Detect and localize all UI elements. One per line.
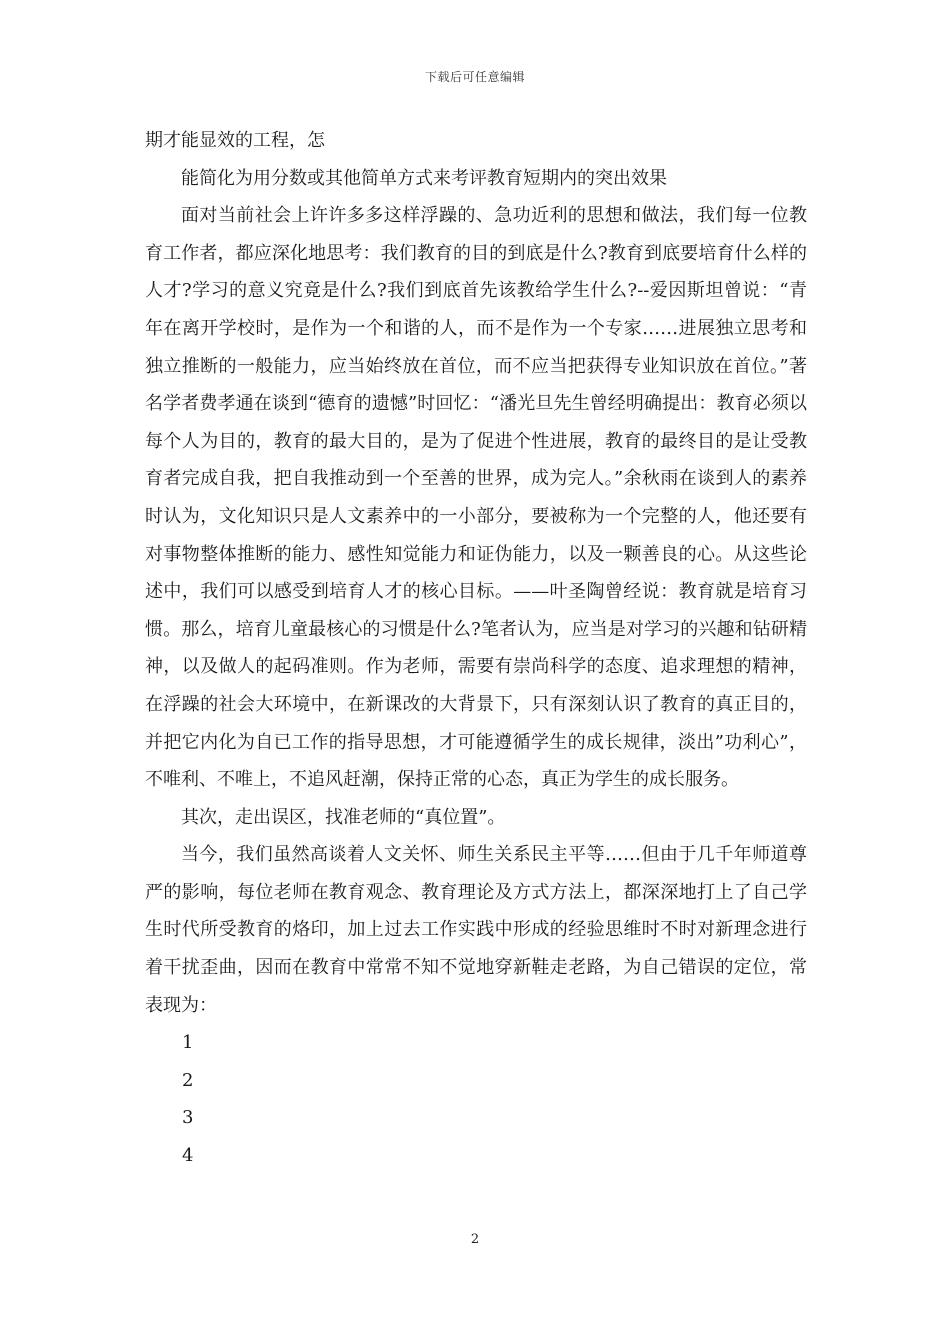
document-body — [145, 122, 807, 1175]
paragraph-section-heading: 其次，走出误区，找准老师的“真位置”。 — [181, 806, 506, 828]
list-number: 3 — [182, 1107, 194, 1129]
paragraph-main: 面对当前社会上许许多多这样浮躁的、急功近利的思想和做法，我们每一位教育工作者，都应深化地思考：我们教育的目的到底是什么?教育到底要培育什么样的人才?学习的意义究竟是什么?我们到底首先该教给学生什么?--爱因斯坦曾说：“青年在离开学校时，是作为一个和谐的人，而不是作为一个专家……进展独立思考和独立推断的一般能力，应当始终放在首位，而不应当把获得专业知识放在首位。”著名学者费孝通在谈到“德育的遗憾”时回忆：“潘光旦先生曾经明确提出：教育必须以每个人为目的，教育的最大目的，是为了促进个性进展，教育的最终目的是让受教育者完成自我，把自我推动到一个至善的世界，成为完人。”余秋雨在谈到人的素养时认为，文化知识只是人文素养中的一小部分，要被称为一个完整的人，他还要有对事物整体推断的能力、感性知觉能力和证伪能力，以及一颗善良的心。从这些论述中，我们可以感受到培育人才的核心目标。——叶圣陶曾经说：教育就是培育习惯。那么，培育儿童最核心的习惯是什么?笔者认为，应当是对学习的兴趣和钻研精神，以及做人的起码准则。作为老师，需要有崇尚科学的态度、追求理想的精神，在浮躁的社会大环境中，在新课改的大背景下，只有深刻认识了教育的真正目的，并把它内化为自已工作的指导思想，才可能遵循学生的成长规律，淡出”功利心”，不唯利、不唯上，不追风赶潮，保持正常的心态，真正为学生的成长服务。 — [145, 205, 807, 791]
list-number: 4 — [182, 1145, 194, 1167]
list-number: 1 — [182, 1032, 194, 1054]
paragraph-continuation: 期才能显效的工程，怎 — [145, 130, 325, 151]
page-header: 下载后可任意编辑 — [424, 70, 525, 84]
list-number: 2 — [182, 1069, 194, 1091]
paragraph-current: 当今，我们虽然高谈着人文关怀、师生关系民主平等……但由于几千年师道尊严的影响，每位老师在教育观念、教育理论及方式方法上，都深深地打上了自己学生时代所受教育的烙印，加上过去工作实践中形成的经验思维时不时对新理念进行着干扰歪曲，因而在教育中常常不知不觉地穿新鞋走老路，为自己错误的定位，常表现为： — [145, 844, 807, 1016]
paragraph-short-line: 能简化为用分数或其他简单方式来考评教育短期内的突出效果 — [181, 167, 667, 189]
page-number: 2 — [470, 1232, 480, 1247]
